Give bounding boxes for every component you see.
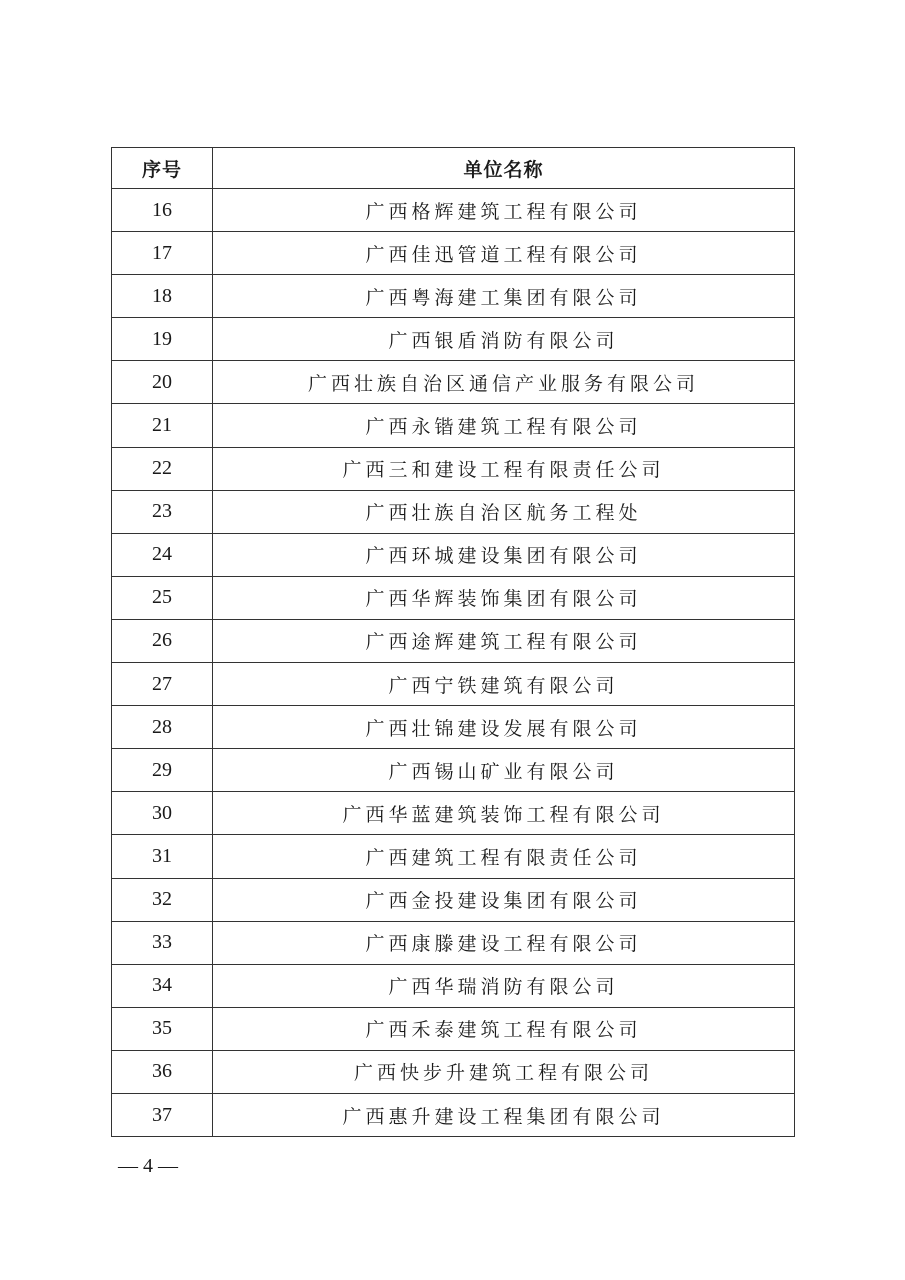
row-unit-name: 广西建筑工程有限责任公司 <box>213 835 795 878</box>
row-index: 35 <box>112 1007 213 1050</box>
table-row <box>112 1093 795 1136</box>
row-unit-name: 广西华辉装饰集团有限公司 <box>213 576 795 619</box>
table-row <box>112 1007 795 1050</box>
row-index: 16 <box>112 189 213 232</box>
row-index: 30 <box>112 792 213 835</box>
table-row <box>112 404 795 447</box>
row-unit-name: 广西禾泰建筑工程有限公司 <box>213 1007 795 1050</box>
table-body <box>112 189 795 1137</box>
row-unit-name: 广西华瑞消防有限公司 <box>213 964 795 1007</box>
table-row <box>112 189 795 232</box>
table-row <box>112 576 795 619</box>
table-row <box>112 232 795 275</box>
table-row <box>112 792 795 835</box>
row-unit-name: 广西途辉建筑工程有限公司 <box>213 619 795 662</box>
row-unit-name: 广西快步升建筑工程有限公司 <box>213 1050 795 1093</box>
row-unit-name: 广西佳迅管道工程有限公司 <box>213 232 795 275</box>
row-index: 22 <box>112 447 213 490</box>
table-header-row <box>112 148 795 189</box>
table-row <box>112 964 795 1007</box>
row-unit-name: 广西宁铁建筑有限公司 <box>213 663 795 706</box>
row-index: 25 <box>112 576 213 619</box>
row-index: 27 <box>112 663 213 706</box>
row-unit-name: 广西永锴建筑工程有限公司 <box>213 404 795 447</box>
table-row <box>112 878 795 921</box>
table-row <box>112 533 795 576</box>
row-unit-name: 广西环城建设集团有限公司 <box>213 533 795 576</box>
table-row <box>112 921 795 964</box>
table-row <box>112 1050 795 1093</box>
row-unit-name: 广西壮族自治区通信产业服务有限公司 <box>213 361 795 404</box>
row-index: 23 <box>112 490 213 533</box>
table-row <box>112 706 795 749</box>
row-index: 20 <box>112 361 213 404</box>
unit-list-table <box>111 147 795 1137</box>
header-unit-name: 单位名称 <box>213 148 795 189</box>
table-row <box>112 619 795 662</box>
page-number: — 4 — <box>118 1155 178 1177</box>
row-index: 29 <box>112 749 213 792</box>
row-index: 33 <box>112 921 213 964</box>
row-index: 31 <box>112 835 213 878</box>
row-unit-name: 广西华蓝建筑装饰工程有限公司 <box>213 792 795 835</box>
row-unit-name: 广西格辉建筑工程有限公司 <box>213 189 795 232</box>
row-unit-name: 广西三和建设工程有限责任公司 <box>213 447 795 490</box>
row-unit-name: 广西壮族自治区航务工程处 <box>213 490 795 533</box>
table-row <box>112 275 795 318</box>
table-row <box>112 318 795 361</box>
row-unit-name: 广西金投建设集团有限公司 <box>213 878 795 921</box>
row-index: 36 <box>112 1050 213 1093</box>
row-index: 17 <box>112 232 213 275</box>
row-index: 19 <box>112 318 213 361</box>
row-index: 26 <box>112 619 213 662</box>
row-unit-name: 广西锡山矿业有限公司 <box>213 749 795 792</box>
row-index: 24 <box>112 533 213 576</box>
table-row <box>112 749 795 792</box>
table-row <box>112 447 795 490</box>
table-row <box>112 361 795 404</box>
row-unit-name: 广西惠升建设工程集团有限公司 <box>213 1093 795 1136</box>
row-unit-name: 广西壮锦建设发展有限公司 <box>213 706 795 749</box>
row-index: 32 <box>112 878 213 921</box>
header-index: 序号 <box>112 148 213 189</box>
row-index: 21 <box>112 404 213 447</box>
row-index: 18 <box>112 275 213 318</box>
row-unit-name: 广西银盾消防有限公司 <box>213 318 795 361</box>
table-row <box>112 490 795 533</box>
row-unit-name: 广西粤海建工集团有限公司 <box>213 275 795 318</box>
row-index: 34 <box>112 964 213 1007</box>
row-index: 28 <box>112 706 213 749</box>
table-row <box>112 835 795 878</box>
row-unit-name: 广西康滕建设工程有限公司 <box>213 921 795 964</box>
row-index: 37 <box>112 1093 213 1136</box>
table-row <box>112 663 795 706</box>
